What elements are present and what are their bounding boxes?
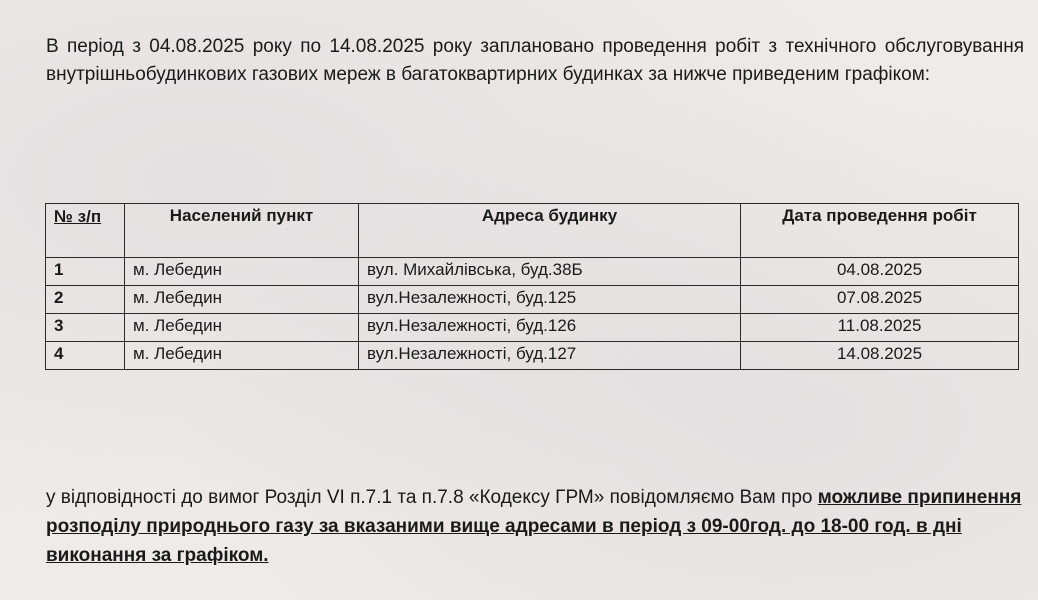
row-address: вул.Незалежності, буд.126 [359, 314, 741, 342]
notice-paragraph [46, 483, 1024, 570]
row-date: 11.08.2025 [741, 314, 1019, 342]
row-date: 14.08.2025 [741, 342, 1019, 370]
table-row [46, 258, 1019, 286]
row-address: вул.Незалежності, буд.125 [359, 286, 741, 314]
row-settlement: м. Лебедин [125, 314, 359, 342]
notice-intro: у відповідності до вимог Розділ VI п.7.1 та п.7.8 «Кодексу ГРМ» повідомляємо Вам про [46, 487, 813, 508]
table-header-row [46, 204, 1019, 258]
header-date: Дата проведення робіт [741, 204, 1019, 258]
header-address: Адреса будинку [359, 204, 741, 258]
notice-warning: можливе припинення розподілу природнього газу за вказаними вище адресами в період з 09-00год. до 18-00 год. в дні виконання за графіком. [46, 487, 1022, 566]
table-row [46, 342, 1019, 370]
schedule-table [45, 203, 1019, 370]
row-address: вул.Незалежності, буд.127 [359, 342, 741, 370]
row-address: вул. Михайлівська, буд.38Б [359, 258, 741, 286]
table-row [46, 314, 1019, 342]
row-settlement: м. Лебедин [125, 258, 359, 286]
row-settlement: м. Лебедин [125, 286, 359, 314]
intro-paragraph: В період з 04.08.2025 року по 14.08.2025 року заплановано проведення робіт з технічного обслуговування внутрішньобудинкових газових мереж в багатоквартирних будинках за нижче приведеним графіком: [46, 36, 1024, 85]
row-number: 3 [46, 314, 125, 342]
row-settlement: м. Лебедин [125, 342, 359, 370]
table-row [46, 286, 1019, 314]
row-number: 2 [46, 286, 125, 314]
row-date: 07.08.2025 [741, 286, 1019, 314]
row-number: 4 [46, 342, 125, 370]
header-settlement: Населений пункт [125, 204, 359, 258]
header-number: № з/п [46, 204, 125, 258]
row-number: 1 [46, 258, 125, 286]
row-date: 04.08.2025 [741, 258, 1019, 286]
